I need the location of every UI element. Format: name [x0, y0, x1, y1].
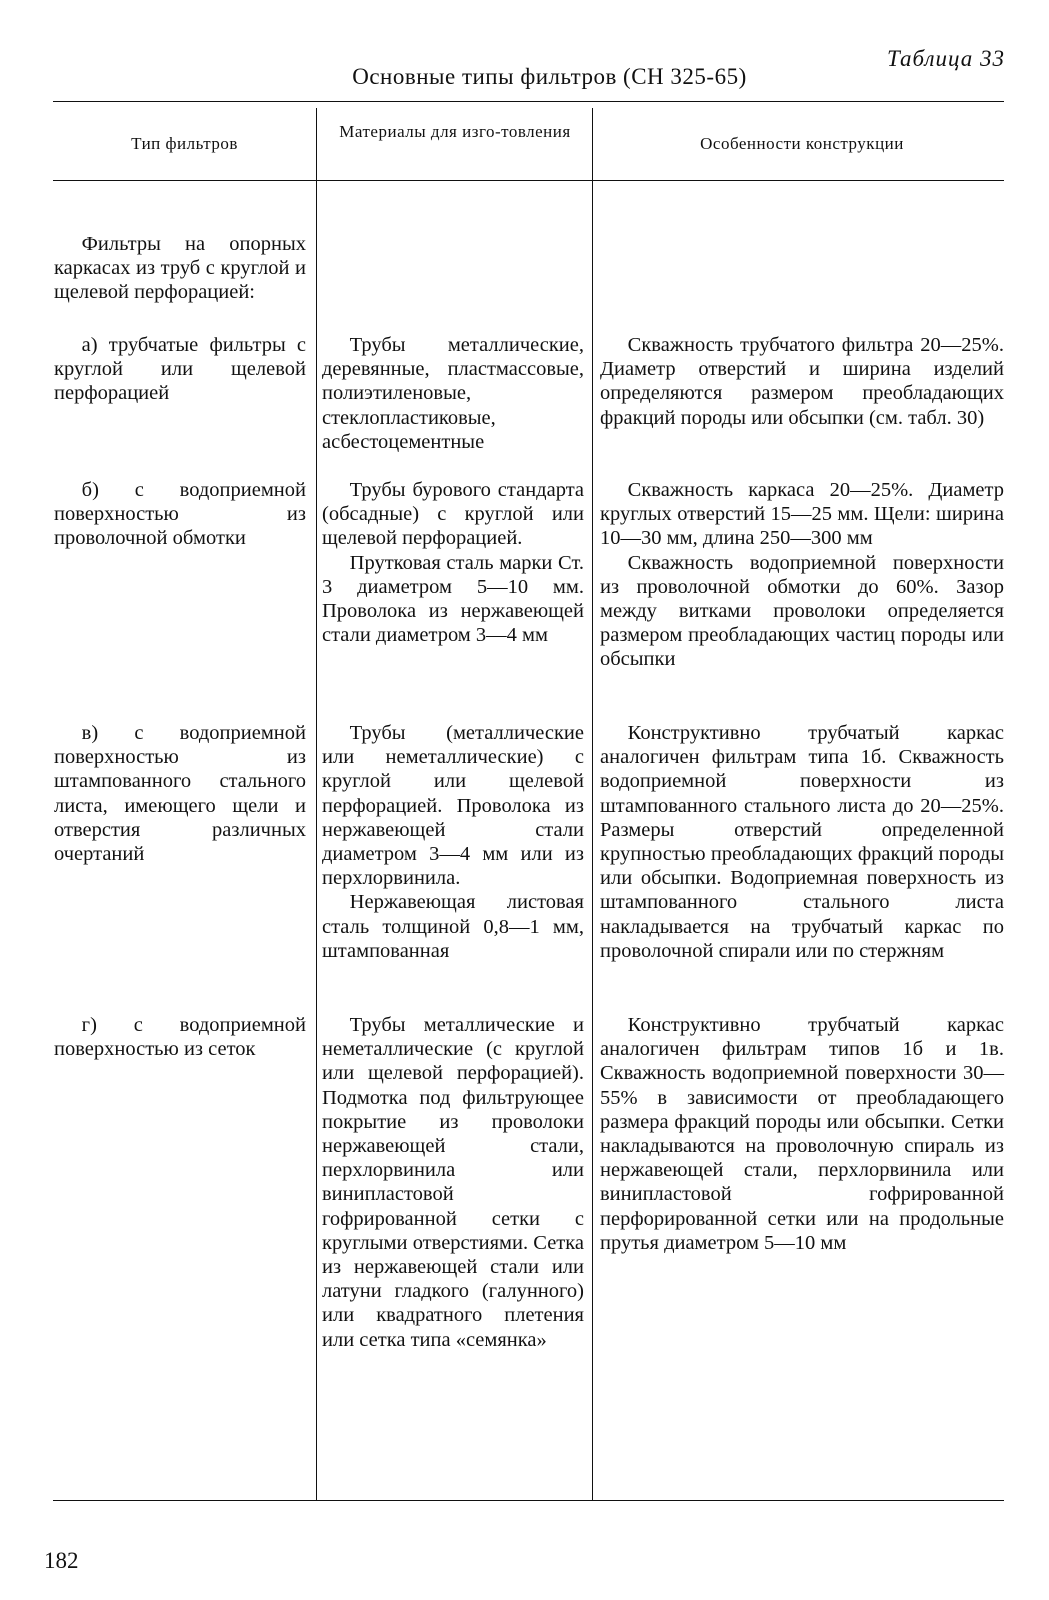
- features-b: Скважность каркаса 20—25%. Диаметр круглых отверстий 15—25 мм. Щели: ширина 10—30 мм, длина 250—300 мм Скважность водоприемной поверхности из проволочной обмотки до 60%. Зазор между витками проволоки определяется размером преобладающих частиц породы или обсыпки: [600, 479, 1004, 671]
- table-number-label: Таблица 33: [886, 46, 1005, 71]
- filter-type-b: б) с водоприемной поверхностью из проволочной обмотки: [54, 479, 306, 550]
- table-title: Основные типы фильтров (СН 325-65): [352, 64, 747, 89]
- table-top-rule: [53, 101, 1004, 102]
- features-g: Конструктивно трубчатый каркас аналогичен фильтрам типов 1б и 1в. Скважность водоприемной поверхности 30—55% в зависимости от преобладающего размера фракций породы или обсыпки. Сетки накладываются на проволочную спираль из нержавеющей стали, перхлорвинила или винипластовой гофрированной перфорированной сетки или на продольные прутья диаметром 5—10 мм: [600, 1014, 1004, 1254]
- column-divider-1: [316, 108, 317, 1500]
- filter-type-a: а) трубчатые фильтры с круглой или щелевой перфорацией: [54, 334, 306, 405]
- materials-v: Трубы (металлические или неметаллические) с круглой или щелевой перфорацией. Проволока из нержавеющей стали диаметром 3—4 мм или из перхлорвинила. Нержавеющая листовая сталь толщиной 0,8—1 мм, штампованная: [322, 722, 584, 962]
- filter-type-g: г) с водоприемной поверхностью из сеток: [54, 1014, 306, 1061]
- filter-type-v: в) с водоприемной поверхностью из штампованного стального листа, имеющего щели и отверстия различных очертаний: [54, 722, 306, 866]
- materials-b: Трубы бурового стандарта (обсадные) с круглой или щелевой перфорацией. Прутковая сталь марки Ст. 3 диаметром 5—10 мм. Проволока из нержавеющей стали диаметром 3—4 мм: [322, 479, 584, 647]
- features-v: Конструктивно трубчатый каркас аналогичен фильтрам типа 1б. Скважность водоприемной поверхности из штампованного стального листа до 20—25%. Размеры отверстий определенной крупностью преобладающих фракций породы или обсыпки. Водоприемная поверхность из штампованного стального листа накладывается на трубчатый каркас по проволочной спирали или по стержням: [600, 722, 1004, 962]
- materials-g: Трубы металлические и неметаллические (с круглой или щелевой перфорацией). Подмотка под фильтрующее покрытие из проволоки нержавеющей стали, перхлорвинила или винипластовой гофрированной сетки с круглыми отверстиями. Сетка из нержавеющей стали или латуни гладкого (галунного) или квадратного плетения или сетка типа «семянка»: [322, 1014, 584, 1351]
- features-a: Скважность трубчатого фильтра 20—25%. Диаметр отверстий и ширина изделий определяются размером преобладающих фракций породы или обсыпки (см. табл. 30): [600, 334, 1004, 429]
- header-filter-type: Тип фильтров: [131, 134, 238, 153]
- header-features: Особенности конструкции: [700, 134, 904, 153]
- table-bottom-rule: [53, 1500, 1004, 1501]
- page-number: 182: [44, 1548, 79, 1573]
- header-bottom-rule: [53, 180, 1004, 181]
- filter-type-intro: Фильтры на опорных каркасах из труб с круглой и щелевой перфорацией:: [54, 233, 306, 304]
- header-materials: Материалы для изго-товления: [339, 122, 571, 141]
- materials-a: Трубы металлические, деревянные, пластмассовые, полиэтиленовые, стеклопластиковые, асбестоцементные: [322, 334, 584, 453]
- column-divider-2: [592, 108, 593, 1500]
